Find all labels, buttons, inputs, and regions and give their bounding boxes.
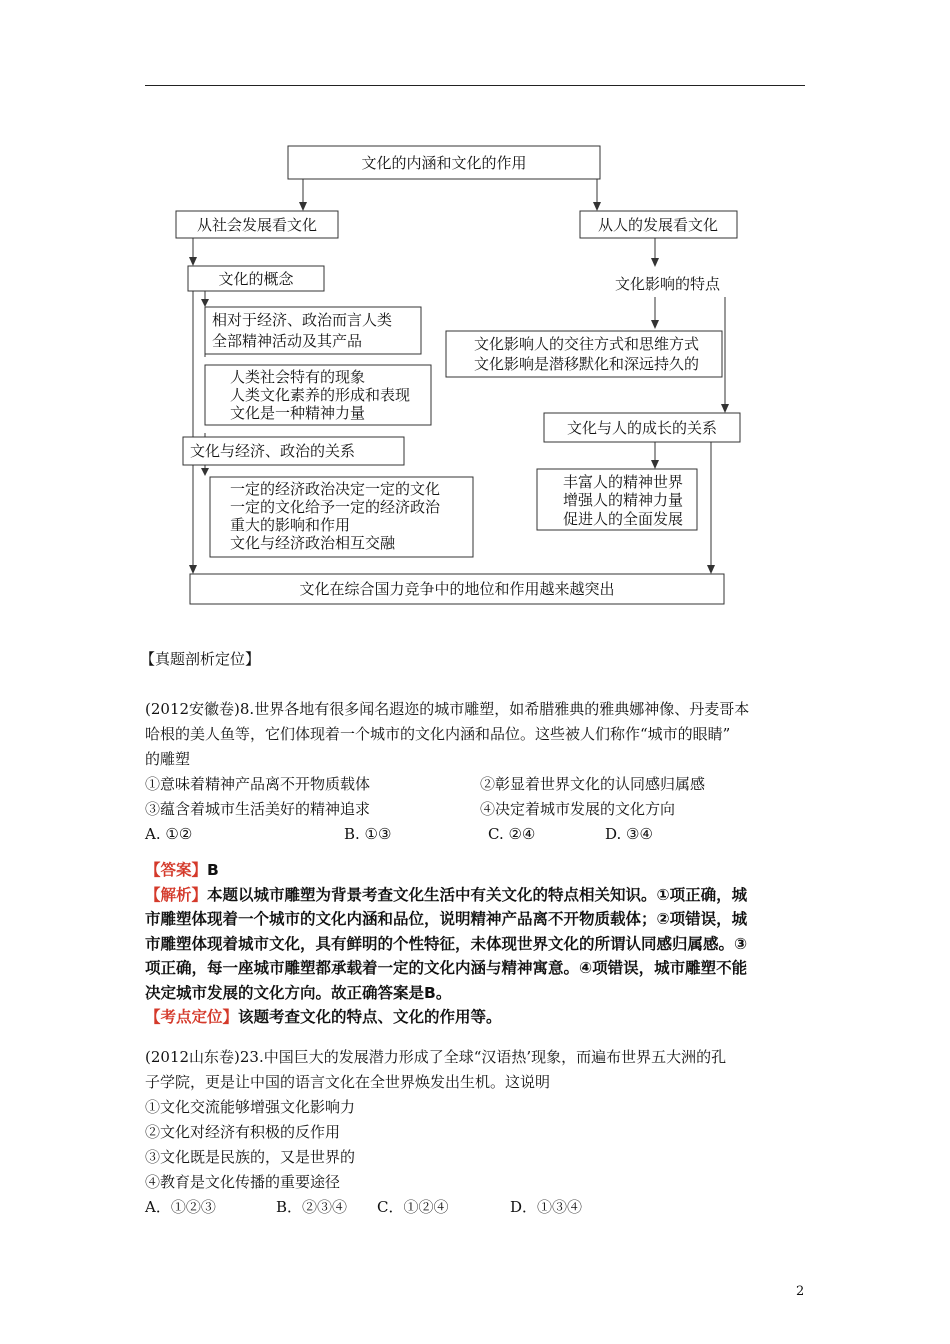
option-2: ②彰显着世界文化的认同感归属感 bbox=[480, 775, 706, 793]
svg-text:文化的内涵和文化的作用: 文化的内涵和文化的作用 bbox=[361, 154, 527, 172]
svg-text:从人的发展看文化: 从人的发展看文化 bbox=[597, 216, 719, 234]
choice-a: A. ①② bbox=[145, 825, 193, 843]
svg-text:重大的影响和作用: 重大的影响和作用 bbox=[230, 516, 351, 534]
econ-items-node bbox=[210, 477, 473, 557]
choice-c: C．①②④ bbox=[377, 1198, 449, 1216]
right-head-node bbox=[580, 211, 737, 238]
choice-b: B. ①③ bbox=[344, 825, 392, 843]
analysis-line: 市雕塑体现着城市文化，具有鲜明的个性特征，未体现世界文化的所谓认同感归属感。③ bbox=[145, 934, 748, 953]
svg-text:相对于经济、政治而言人类: 相对于经济、政治而言人类 bbox=[212, 311, 393, 329]
svg-text:增强人的精神力量: 增强人的精神力量 bbox=[563, 491, 684, 509]
svg-text:文化影响是潜移默化和深远持久的: 文化影响是潜移默化和深远持久的 bbox=[474, 355, 700, 373]
svg-text:人类文化素养的形成和表现: 人类文化素养的形成和表现 bbox=[230, 386, 411, 404]
point-line: 【考点定位】该题考查文化的特点、文化的作用等。 bbox=[145, 1008, 502, 1026]
option-3: ③文化既是民族的，又是世界的 bbox=[145, 1148, 356, 1166]
question-2 bbox=[145, 1045, 815, 1195]
option-1: ①意味着精神产品离不开物质载体 bbox=[145, 775, 371, 793]
svg-text:文化影响的特点: 文化影响的特点 bbox=[615, 275, 721, 293]
question-stem-line: (2012山东卷)23.中国巨大的发展潜力形成了全球“汉语热’现象，而遍布世界五大洲的孔 bbox=[145, 1048, 727, 1066]
svg-text:文化是一种精神力量: 文化是一种精神力量 bbox=[230, 404, 366, 422]
svg-text:文化与经济政治相互交融: 文化与经济政治相互交融 bbox=[230, 534, 396, 552]
bottom-node bbox=[190, 574, 724, 604]
svg-text:促进人的全面发展: 促进人的全面发展 bbox=[563, 510, 684, 528]
growth-relation-node bbox=[544, 413, 740, 442]
svg-text:文化的概念: 文化的概念 bbox=[218, 270, 294, 288]
analysis-tag: 【解析】 bbox=[145, 885, 208, 904]
left-head-node bbox=[176, 211, 338, 238]
choice-a: A．①②③ bbox=[145, 1198, 216, 1216]
answer-block bbox=[145, 858, 815, 1030]
question-stem-line: 哈根的美人鱼等，它们体现着一个城市的文化内涵和品位。这些被人们称作“城市的眼睛” bbox=[145, 725, 731, 743]
question-stem-line: 的雕塑 bbox=[145, 750, 191, 768]
question-stem-line: 子学院，更是让中国的语言文化在全世界焕发出生机。这说明 bbox=[145, 1073, 551, 1091]
svg-text:人类社会特有的现象: 人类社会特有的现象 bbox=[230, 368, 366, 386]
concept-features-node bbox=[205, 365, 431, 425]
option-3: ③蕴含着城市生活美好的精神追求 bbox=[145, 800, 371, 818]
svg-text:文化与人的成长的关系: 文化与人的成长的关系 bbox=[566, 419, 718, 437]
influence-items-node bbox=[446, 331, 722, 377]
page-number: 2 bbox=[796, 1284, 805, 1299]
point-tag: 【考点定位】 bbox=[145, 1008, 239, 1026]
question-stem-line: (2012安徽卷)8.世界各地有很多闻名遐迩的城市雕塑，如希腊雅典的雅典娜神像、丹麦哥本 bbox=[145, 700, 750, 718]
option-4: ④决定着城市发展的文化方向 bbox=[480, 800, 676, 818]
concept-definition-node bbox=[205, 307, 421, 354]
question-1 bbox=[145, 697, 815, 772]
analysis-line: 项正确，每一座城市雕塑都承载着一定的文化内涵与精神寓意。④项错误，城市雕塑不能 bbox=[145, 959, 748, 977]
root-node bbox=[288, 146, 600, 179]
growth-items-node bbox=[537, 469, 697, 530]
option-4: ④教育是文化传播的重要途径 bbox=[145, 1173, 341, 1191]
option-2: ②文化对经济有积极的反作用 bbox=[145, 1123, 341, 1141]
answer-value: B bbox=[207, 861, 219, 879]
svg-text:一定的经济政治决定一定的文化: 一定的经济政治决定一定的文化 bbox=[230, 480, 441, 498]
influence-feature-label bbox=[615, 275, 721, 293]
choice-b: B．②③④ bbox=[276, 1198, 348, 1216]
analysis-line: 决定城市发展的文化方向。故正确答案是B。 bbox=[145, 983, 452, 1002]
concept-node bbox=[188, 266, 324, 291]
svg-text:文化在综合国力竞争中的地位和作用越来越突出: 文化在综合国力竞争中的地位和作用越来越突出 bbox=[299, 580, 615, 598]
svg-text:文化与经济、政治的关系: 文化与经济、政治的关系 bbox=[190, 442, 356, 460]
choice-d: D．①③④ bbox=[510, 1198, 583, 1216]
choice-c: C. ②④ bbox=[488, 825, 536, 843]
svg-text:从社会发展看文化: 从社会发展看文化 bbox=[196, 216, 318, 234]
concept-diagram bbox=[0, 0, 950, 620]
svg-text:丰富人的精神世界: 丰富人的精神世界 bbox=[563, 473, 684, 491]
section-title: 【真题剖析定位】 bbox=[140, 650, 261, 668]
option-1: ①文化交流能够增强文化影响力 bbox=[145, 1098, 356, 1116]
answer-tag: 【答案】 bbox=[145, 861, 208, 879]
analysis-line: 【解析】本题以城市雕塑为背景考查文化生活中有关文化的特点相关知识。①项正确，城 bbox=[145, 885, 748, 904]
analysis-line: 市雕塑体现着一个城市的文化内涵和品位，说明精神产品离不开物质载体；②项错误，城 bbox=[145, 910, 748, 928]
svg-text:一定的文化给予一定的经济政治: 一定的文化给予一定的经济政治 bbox=[230, 498, 441, 516]
svg-text:文化影响人的交往方式和思维方式: 文化影响人的交往方式和思维方式 bbox=[474, 335, 700, 353]
econ-relation-node bbox=[183, 437, 404, 465]
answer-line bbox=[145, 858, 815, 883]
svg-text:全部精神活动及其产品: 全部精神活动及其产品 bbox=[212, 332, 363, 350]
choice-d: D. ③④ bbox=[605, 825, 653, 843]
